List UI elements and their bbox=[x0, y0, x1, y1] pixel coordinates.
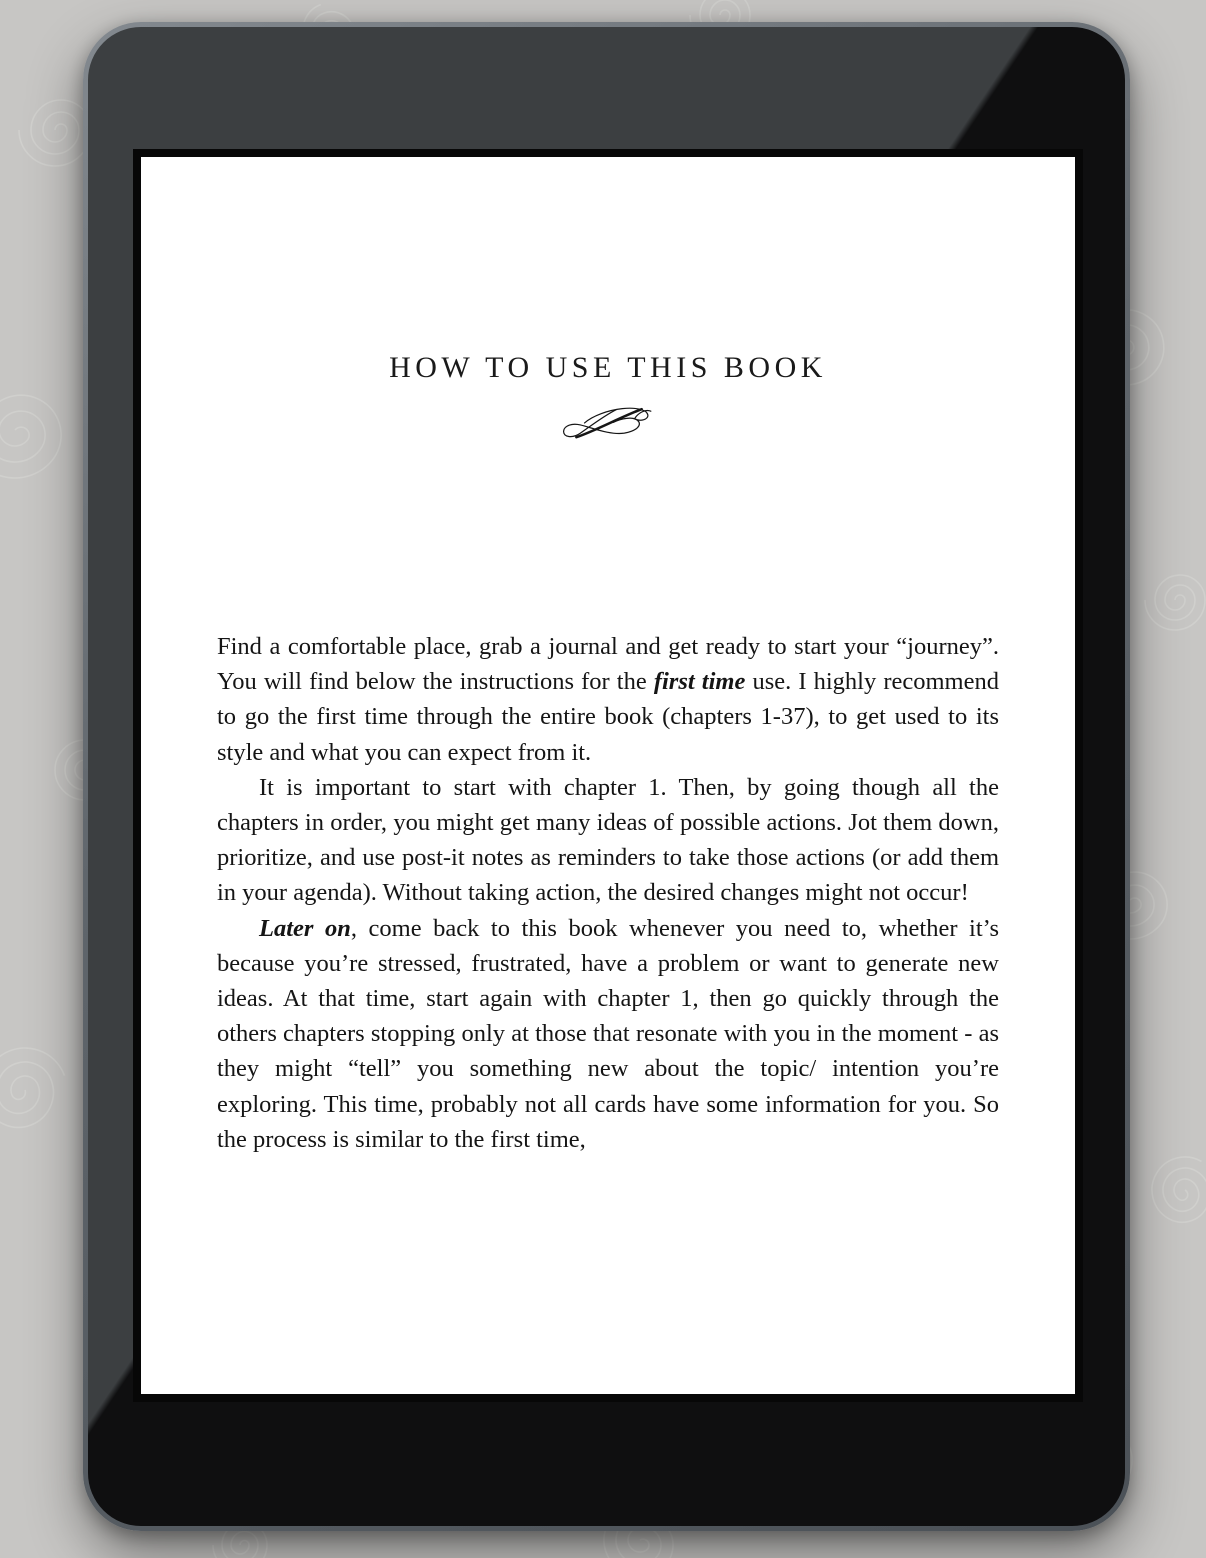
body-paragraph bbox=[217, 911, 999, 1157]
ereader-bezel bbox=[88, 27, 1125, 1526]
body-text-segment: Find a comfortable place, grab a journal and get ready to start your “journey”. You will find below the instructions for the bbox=[217, 633, 999, 696]
flourish-ornament-icon bbox=[557, 401, 659, 453]
body-paragraph bbox=[217, 629, 999, 770]
emphasis-text: first time bbox=[653, 668, 746, 696]
body-text-segment: , come back to this book whenever you need to, whether it’s because you’re stressed, frustrated, have a problem or want to generate new ideas. At that time, start again with chapter 1, then go quickly through the others chapters stopping only at those that resonate with you in the moment - as they might “tell” you something new about the topic/ intention you’re exploring. This time, probably not all cards have some information for you. So the process is similar to the first time, bbox=[217, 914, 999, 1153]
ereader-device bbox=[83, 22, 1130, 1531]
book-page bbox=[141, 157, 1075, 1394]
body-paragraph bbox=[217, 770, 999, 911]
ereader-screen[interactable] bbox=[133, 149, 1083, 1402]
emphasis-text: Later on bbox=[259, 914, 351, 942]
chapter-title: HOW TO USE THIS BOOK bbox=[389, 351, 827, 384]
page-body bbox=[217, 629, 999, 1157]
body-text-segment: It is important to start with chapter 1. Then, by going though all the chapters in order, you might get many ideas of possible actions. Jot them down, prioritize, and use post-it notes as reminders to take those actions (or add them in your agenda). Without taking action, the desired changes might not occur! bbox=[217, 773, 999, 907]
body-text-segment: use. I highly recommend to go the first time through the entire book (chapters 1-37), to get used to its style and what you can expect from it. bbox=[217, 668, 999, 766]
